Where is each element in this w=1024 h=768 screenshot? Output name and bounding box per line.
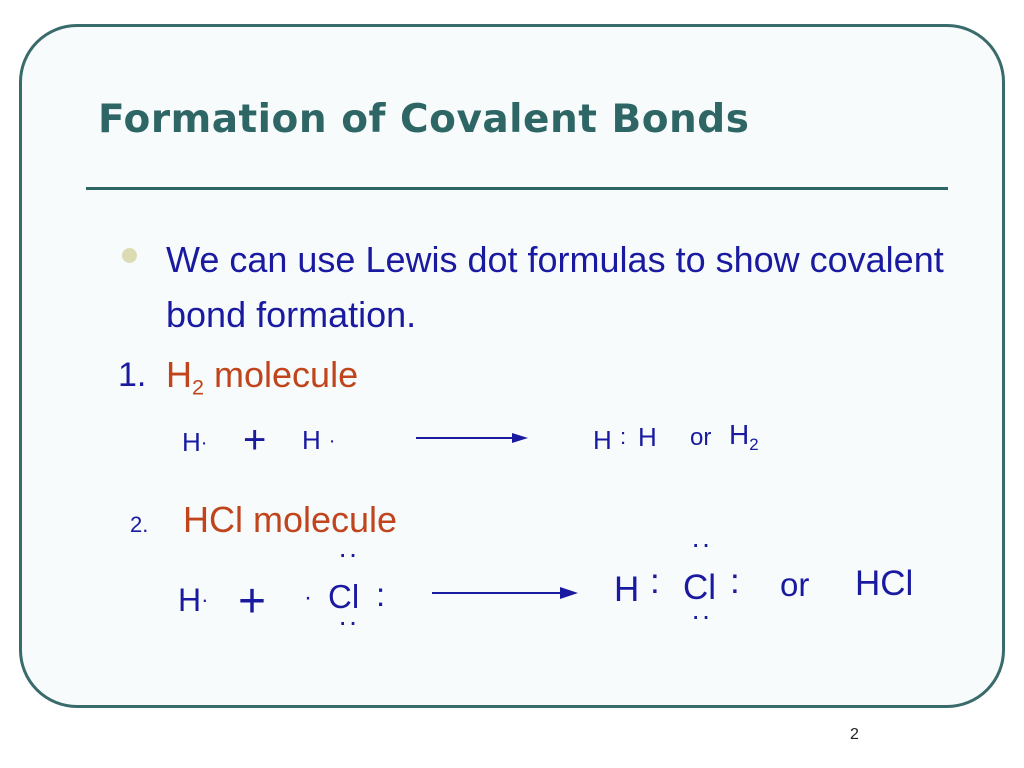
cl-right-pair: : [376,576,386,613]
hcl-or-text: or [780,566,810,603]
item-1-number: 1. [118,356,147,394]
reaction-arrow-1 [414,430,530,446]
h2-lewis-right: H [638,422,657,452]
cl-bottom-pair: ·· [338,606,359,637]
bullet-marker [122,248,137,263]
slide-title: Formation of Covalent Bonds [98,97,750,142]
h-atom-3-dot: · [201,587,209,612]
h-atom-3 [178,582,208,619]
bullet-text: We can use Lewis dot formulas to show covalent bond formation. [166,239,944,335]
plus-sign-2: + [238,575,267,628]
cl-atom: Cl [328,578,360,615]
page-number: 2 [850,726,859,743]
item-2-number: 2. [130,512,149,537]
h2-lewis-left: H [593,425,612,455]
h-atom-1 [182,427,207,458]
cl-left-dot: · [304,584,312,611]
hcl-shared-pair: : [650,562,660,601]
reaction-arrow-2 [430,584,580,602]
plus-sign-1: + [243,418,267,462]
item-1-heading-rest: molecule [204,354,359,395]
item-2-heading: HCl molecule [183,499,398,540]
hcl-bottom-pair: ·· [691,600,712,631]
h2-formula-sub: 2 [749,434,759,454]
h-atom-1-symbol: H [182,427,201,457]
h-atom-3-symbol: H [178,582,202,618]
h-atom-1-dot: · [200,432,208,454]
title-underline [86,187,948,190]
h2-formula-main: H [729,419,750,450]
h2-formula [729,419,759,455]
hcl-right-pair: : [730,562,740,601]
hcl-formula: HCl [855,564,914,603]
h-atom-2-symbol: H [302,425,321,455]
hcl-lewis-cl: Cl [683,568,717,607]
h-atom-2 [302,425,335,456]
h2-shared-pair: : [620,424,627,449]
item-1-heading-sub: 2 [192,374,205,400]
h-atom-2-dot: · [328,430,336,452]
h2-or-text: or [690,424,712,451]
hcl-lewis-h: H [614,570,640,609]
item-1-heading [166,354,358,401]
hcl-top-pair: ·· [691,528,712,559]
cl-top-pair: ·· [338,538,359,569]
item-1-heading-main: H [166,354,192,395]
